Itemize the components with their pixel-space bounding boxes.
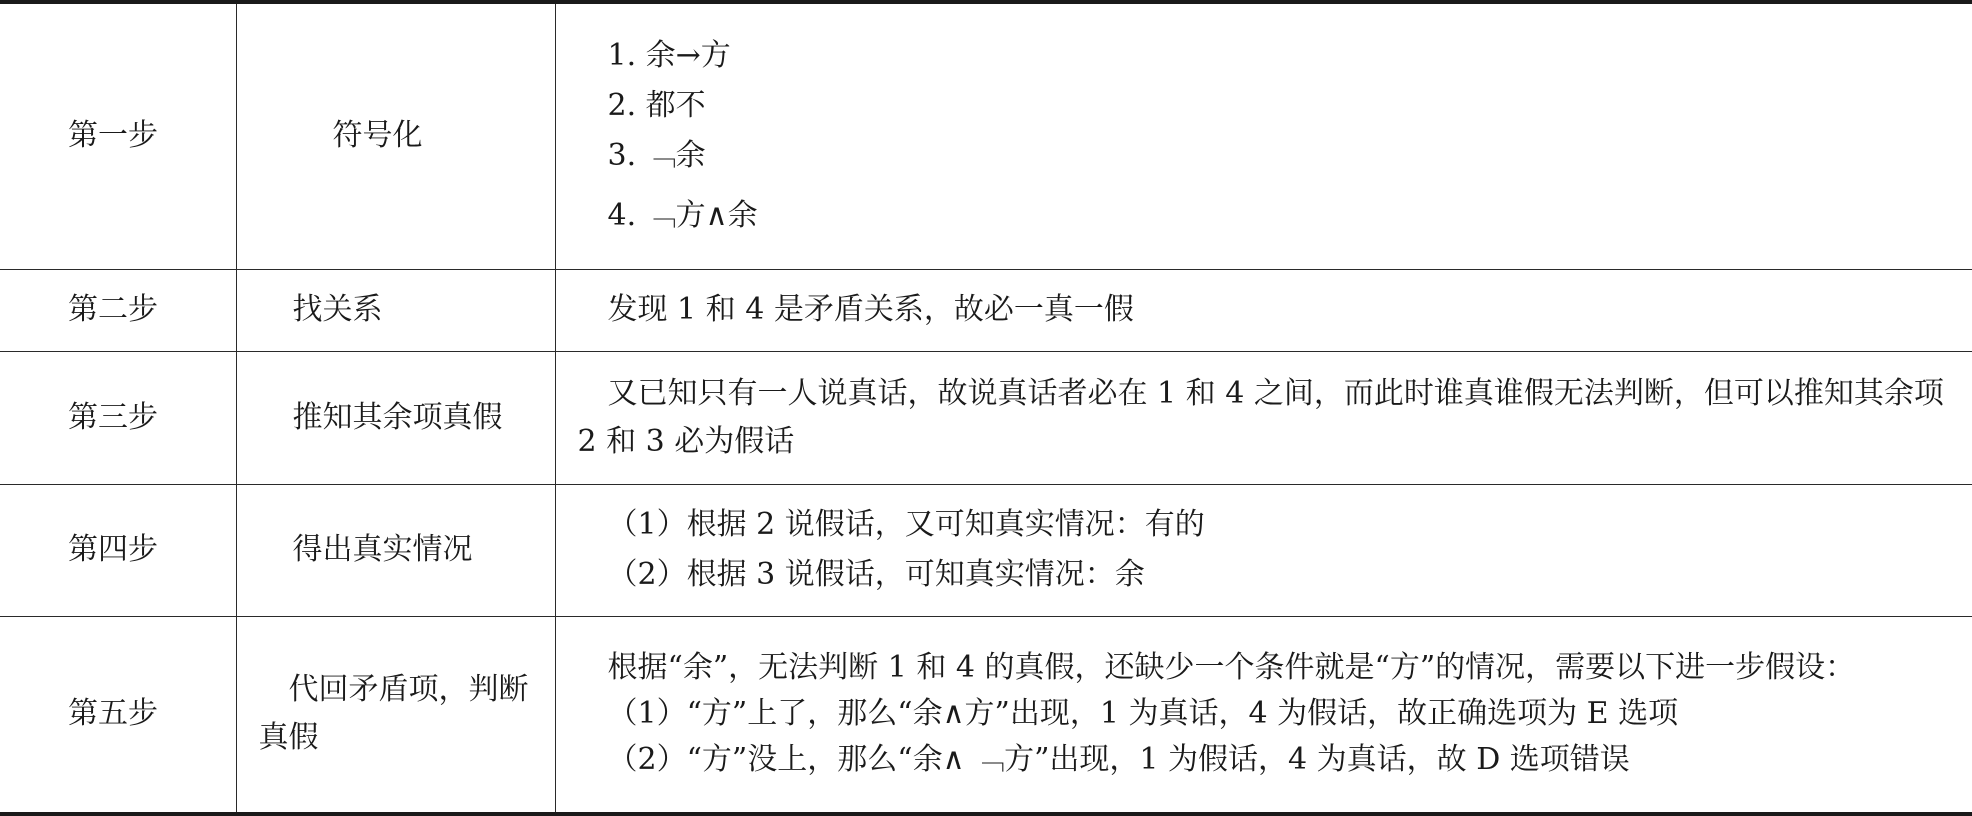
action-label: 推知其余项真假 [236,351,555,484]
detail-text: 根据“余”，无法判断 1 和 4 的真假，还缺少一个条件就是“方”的情况，需要以下进一步假设： [607,650,1856,686]
list-item: （1）根据 2 说假话，又可知真实情况：有的 [607,507,1205,542]
list-item: 1. 余→方 [607,38,731,74]
step-label: 第五步 [0,616,236,812]
step-label: 第一步 [0,4,236,269]
step-label: 第四步 [0,484,236,616]
list-item: （2）“方”没上，那么“余∧ ﹁方”出现，1 为假话，4 为真话，故 D 选项错误 [607,742,1630,778]
detail-cell [555,484,1972,616]
list-item: 4. ﹁方∧余 [607,198,758,234]
action-label-text: 代回矛盾项，判断真假 [258,672,529,756]
action-label [236,616,555,812]
table-row-step-1 [0,4,1972,269]
list-item: （1）“方”上了，那么“余∧方”出现，1 为真话，4 为假话，故正确选项为 E 选项 [607,696,1679,732]
detail-cell [555,616,1972,812]
sub-list [556,500,1972,600]
list-item: 3. ﹁余 [607,138,706,174]
action-label: 得出真实情况 [236,484,555,616]
logic-steps-table [0,4,1972,812]
table-row-step-4 [0,484,1972,616]
step-label: 第二步 [0,269,236,351]
detail-text: 发现 1 和 4 是矛盾关系，故必一真一假 [607,292,1134,327]
table-row-step-3 [0,351,1972,484]
table-row-step-5 [0,616,1972,812]
detail-cell [555,4,1972,269]
table-row-step-2 [0,269,1972,351]
numbered-list [556,31,1972,241]
action-label: 符号化 [236,4,555,269]
list-item: 2. 都不 [607,88,706,124]
detail-text: 又已知只有一人说真话，故说真话者必在 1 和 4 之间，而此时谁真谁假无法判断，但可以推知其余项 2 和 3 必为假话 [577,375,1944,459]
list-item: （2）根据 3 说假话，可知真实情况：余 [607,557,1145,592]
action-label: 找关系 [236,269,555,351]
sub-list [556,691,1972,783]
detail-cell [555,351,1972,484]
step-label: 第三步 [0,351,236,484]
detail-cell [555,269,1972,351]
